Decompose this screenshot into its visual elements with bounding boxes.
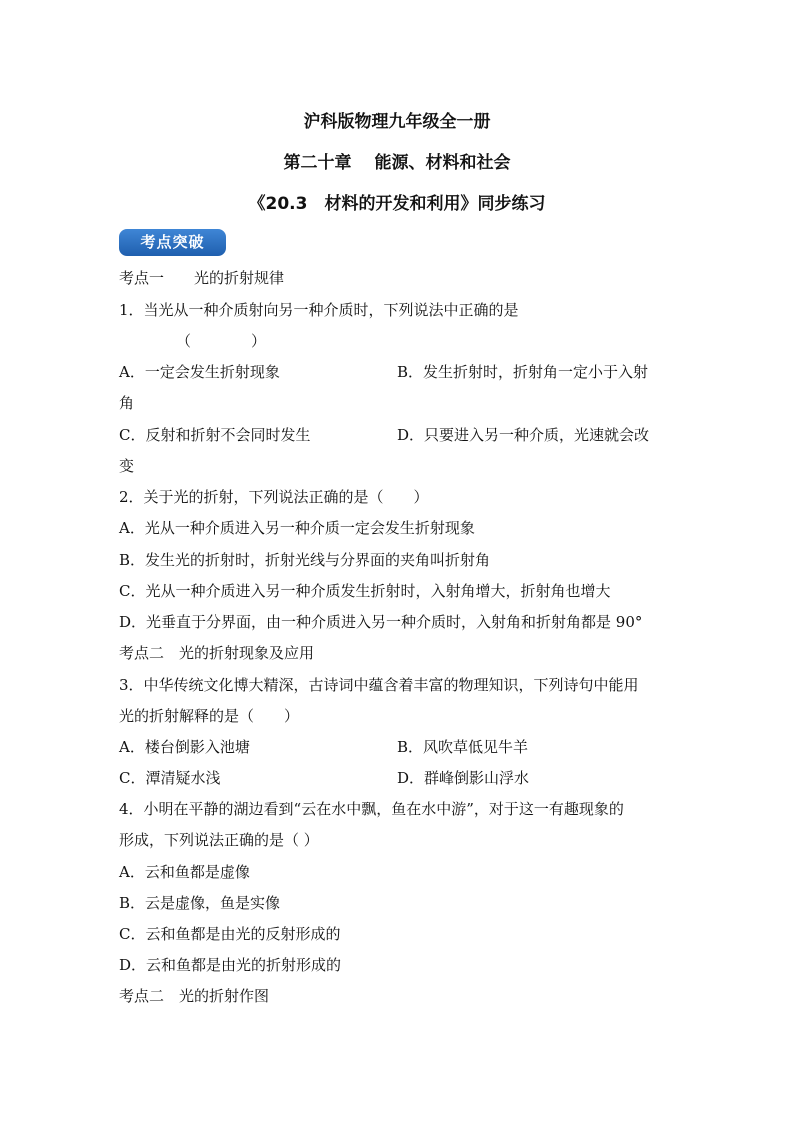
topic-heading-1: 考点一 光的折射规律 — [119, 269, 285, 287]
question-1-option-d: D．只要进入另一种介质，光速就会改 — [397, 426, 650, 444]
question-1-option-a: A．一定会发生折射现象 — [119, 363, 280, 381]
lesson-title: 《20.3 材料的开发和利用》同步练习 — [248, 194, 546, 214]
question-3-option-b: B．风吹草低见牛羊 — [397, 738, 529, 756]
question-2-option-b: B．发生光的折射时，折射光线与分界面的夹角叫折射角 — [119, 551, 491, 569]
question-1-answer-blank: （ ） — [176, 332, 267, 350]
question-3-option-d: D．群峰倒影山浮水 — [397, 769, 530, 787]
chapter-title: 第二十章 能源、材料和社会 — [283, 153, 511, 173]
question-3-stem: 3．中华传统文化博大精深，古诗词中蕴含着丰富的物理知识，下列诗句中能用 — [119, 676, 639, 694]
question-3-option-c: C．潭清疑水浅 — [119, 769, 221, 787]
question-2-option-d: D．光垂直于分界面，由一种介质进入另一种介质时，入射角和折射角都是 90° — [119, 613, 643, 631]
section-badge: 考点突破 — [119, 229, 226, 256]
question-1-option-c: C．反射和折射不会同时发生 — [119, 426, 311, 444]
question-2-option-c: C．光从一种介质进入另一种介质发生折射时，入射角增大，折射角也增大 — [119, 582, 611, 600]
question-3-stem-wrap: 光的折射解释的是（ ） — [119, 707, 300, 725]
question-4-option-c: C．云和鱼都是由光的反射形成的 — [119, 925, 341, 943]
question-4-option-b: B．云是虚像，鱼是实像 — [119, 894, 281, 912]
question-3-option-a: A．楼台倒影入池塘 — [119, 738, 250, 756]
question-4-option-a: A．云和鱼都是虚像 — [119, 863, 250, 881]
question-1-stem: 1．当光从一种介质射向另一种介质时，下列说法中正确的是 — [119, 301, 519, 319]
topic-heading-2: 考点二 光的折射现象及应用 — [119, 644, 315, 662]
question-1-option-b: B．发生折射时，折射角一定小于入射 — [397, 363, 649, 381]
question-4-stem-wrap: 形成，下列说法正确的是（ ） — [119, 831, 319, 849]
book-title: 沪科版物理九年级全一册 — [303, 112, 491, 132]
question-4-option-d: D．云和鱼都是由光的折射形成的 — [119, 956, 342, 974]
question-4-stem: 4．小明在平静的湖边看到“云在水中飘，鱼在水中游”，对于这一有趣现象的 — [119, 800, 624, 818]
question-1-option-b-wrap: 角 — [119, 394, 135, 412]
topic-heading-3: 考点二 光的折射作图 — [119, 987, 270, 1005]
question-1-option-d-wrap: 变 — [119, 457, 135, 475]
question-2-stem: 2．关于光的折射，下列说法正确的是（ ） — [119, 488, 429, 506]
question-2-option-a: A．光从一种介质进入另一种介质一定会发生折射现象 — [119, 519, 475, 537]
